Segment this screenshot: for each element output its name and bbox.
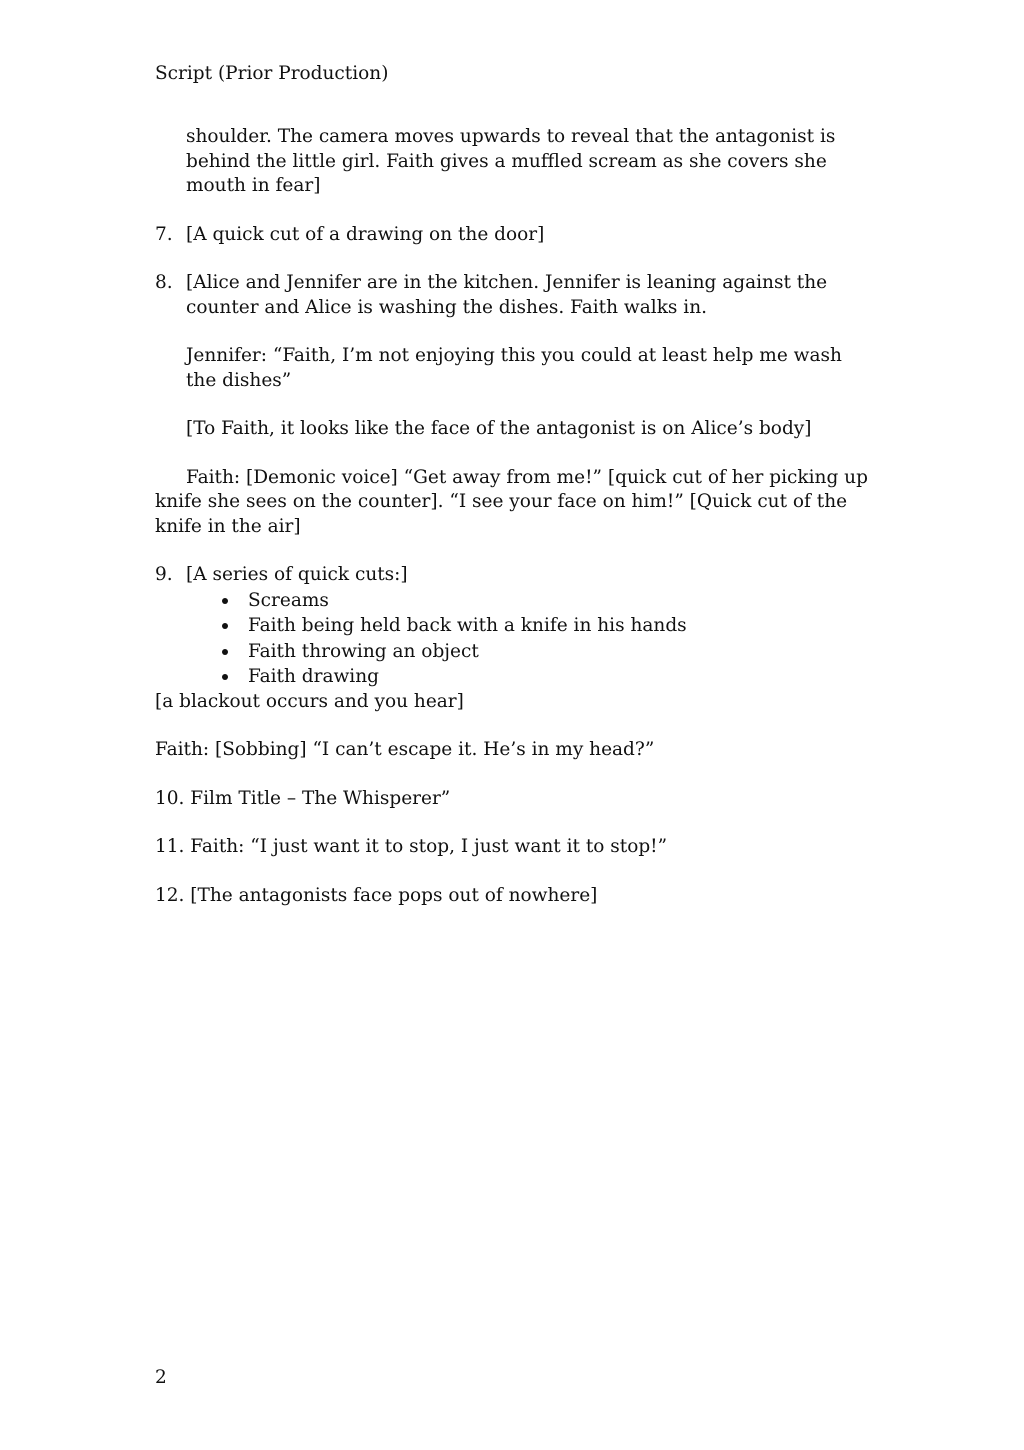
list-item: Faith being held back with a knife in his hands	[155, 613, 875, 639]
scene-text: [Alice and Jennifer are in the kitchen. Jennifer is leaning against the counter and Alice is washing the dishes. Faith walks in.	[186, 272, 828, 318]
page-number: 2	[155, 1367, 167, 1388]
scene-7	[155, 223, 875, 248]
bullet-icon	[222, 649, 228, 655]
bullet-icon	[222, 674, 228, 680]
list-item: Faith throwing an object	[155, 639, 875, 665]
scene-11: 11. Faith: “I just want it to stop, I just want it to stop!”	[155, 836, 668, 857]
faith-dialogue: Faith: [Demonic voice] “Get away from me!” [quick cut of her picking up knife she sees on the counter]. “I see your face on him!” [Quick cut of the knife in the air]	[155, 466, 868, 537]
stage-direction: [To Faith, it looks like the face of the antagonist is on Alice’s body]	[186, 418, 812, 439]
scene-12: 12. [The antagonists face pops out of nowhere]	[155, 884, 598, 906]
scene-number: 7.	[155, 223, 173, 245]
scene-number: 9.	[155, 564, 173, 585]
scene-number: 8.	[155, 272, 173, 293]
bullet-icon	[222, 623, 228, 629]
list-item: Faith drawing	[155, 664, 875, 690]
bullet-icon	[222, 598, 228, 604]
list-item: Screams	[155, 588, 875, 614]
scene-9	[155, 563, 875, 588]
script-body	[155, 125, 875, 932]
blackout-direction: [a blackout occurs and you hear]	[155, 690, 464, 712]
scene-10: 10. Film Title – The Whisperer”	[155, 787, 451, 809]
scene-text: [A series of quick cuts:]	[186, 564, 408, 585]
faith-sobbing-dialogue: Faith: [Sobbing] “I can’t escape it. He’s in my head?”	[155, 739, 655, 760]
jennifer-dialogue: Jennifer: “Faith, I’m not enjoying this you could at least help me wash the dishes”	[186, 345, 842, 391]
page-header: Script (Prior Production)	[155, 63, 389, 84]
scene-text: [A quick cut of a drawing on the door]	[186, 223, 545, 245]
scene-8	[155, 271, 875, 320]
quick-cuts-list	[155, 588, 875, 690]
continuation-paragraph: shoulder. The camera moves upwards to reveal that the antagonist is behind the little girl. Faith gives a muffled scream as she covers she mouth in fear]	[186, 126, 836, 196]
